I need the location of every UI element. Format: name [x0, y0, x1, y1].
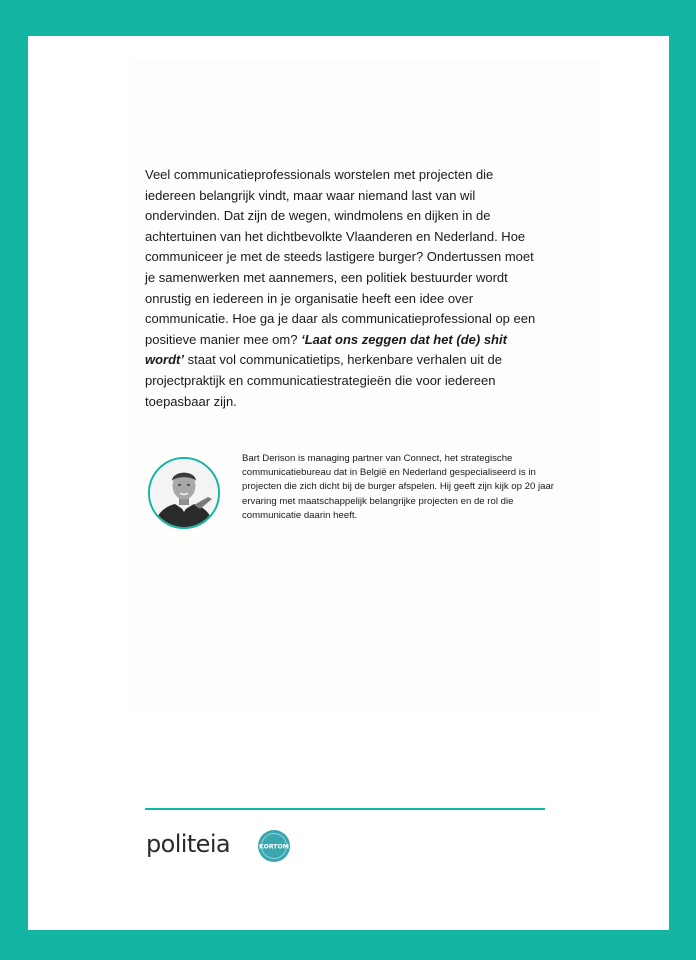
author-section [145, 455, 565, 545]
cover-blurb [145, 165, 545, 412]
author-bio: Bart Derison is managing partner van Connect, het strategische communicatiebureau dat in België en Nederland gespecialiseerd is in projecten die zich dicht bij de burger afspelen. Hij geeft zijn kijk op 20 jaar ervaring met maatschappelijk belangrijke projecten en de rol die communicatie daarin heeft. [242, 453, 554, 521]
kortom-logo [257, 829, 291, 863]
blurb-text-1: Veel communicatieprofessionals worstelen met projecten die iedereen belangrijk vindt, maar waar niemand last van wil ondervinden. Dat zijn de wegen, windmolens en dijken in de achtertuinen van het dichtbevolkte Vlaanderen en Nederland. Hoe communiceer je met de steeds lastigere burger? Ondertussen moet je samenwerken met aannemers, een politiek bestuurder wordt onrustig en iedereen in je organisatie heeft een idee over communicatie. Hoe ga je daar als communicatieprofessional op een positieve manier mee om? [145, 167, 536, 347]
footer-divider [145, 808, 545, 810]
politeia-logo: politeia [146, 830, 231, 858]
author-photo [148, 457, 220, 529]
book-title: ‘Laat ons zeggen dat het (de) shit wordt’ [145, 331, 507, 368]
blurb-text-2: staat vol communicatietips, herkenbare verhalen uit de projectpraktijk en communicatiestrategieën die voor iedereen toepasbaar zijn. [145, 352, 502, 409]
kortom-logo-text: KORTOM [259, 843, 289, 851]
